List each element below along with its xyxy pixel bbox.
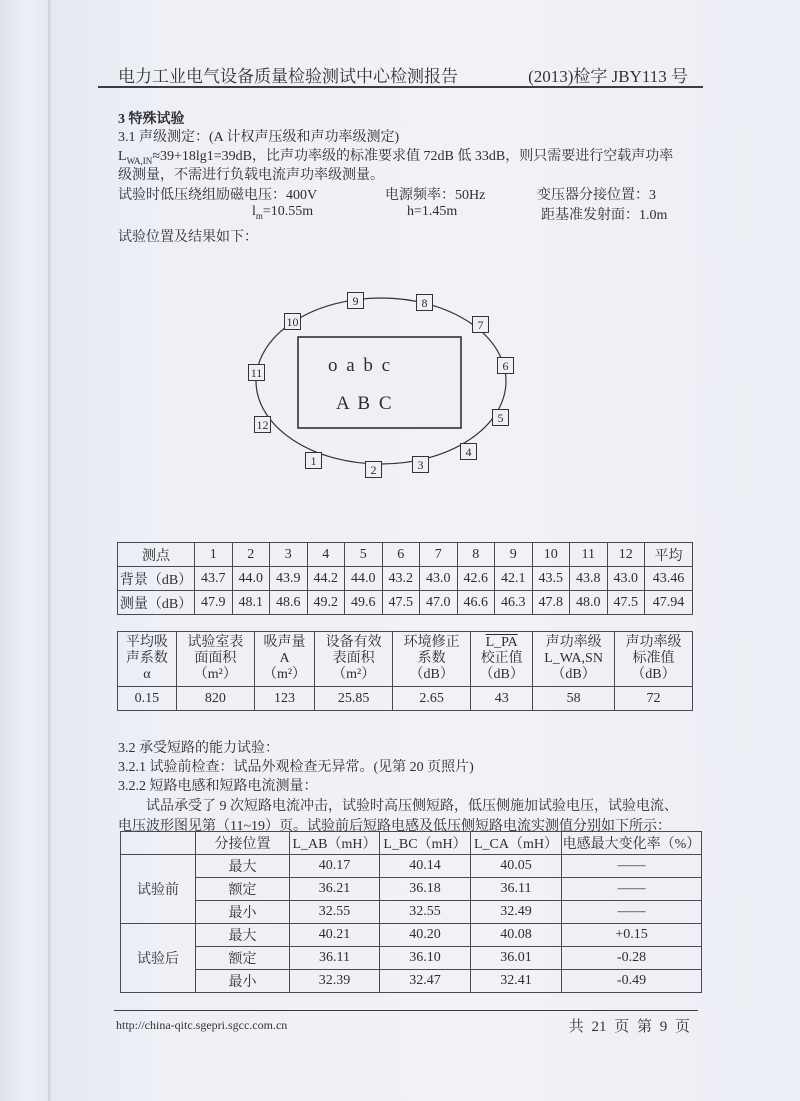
cell: 48.6: [270, 591, 308, 615]
cell: 47.0: [420, 591, 458, 615]
cell: 32.49: [471, 901, 562, 924]
cell: 42.1: [495, 567, 533, 591]
lm-number: =10.55m: [262, 204, 314, 219]
tap-position: 变压器分接位置：3: [537, 188, 656, 203]
cell: 最小: [196, 970, 290, 993]
page-number: 共 21 页 第 9 页: [568, 1019, 690, 1035]
lm-value: [252, 204, 313, 221]
section-3-2-2: 3.2.2 短路电感和短路电流测量：: [118, 779, 318, 794]
measurement-point-8: 8: [416, 294, 433, 311]
table-row: [121, 970, 702, 993]
lm-subscript: m: [255, 210, 263, 221]
table-header-row: [118, 543, 693, 567]
table-row: [118, 687, 693, 711]
cell: 43.8: [570, 567, 608, 591]
measurement-point-3: 3: [412, 456, 429, 473]
section-3-1-title: 3.1 声级测定：(A 计权声压级和声功率级测定): [118, 130, 400, 145]
column-header: 4: [307, 543, 345, 567]
row-label: 背景（dB）: [118, 567, 195, 591]
lm-symbol: l: [252, 204, 256, 219]
group-label: 试验前: [121, 855, 196, 924]
lv-terminals: o a b c: [328, 355, 391, 376]
table-row: [121, 855, 702, 878]
formula-line: [118, 145, 673, 166]
measurement-point-1: 1: [305, 452, 322, 469]
cell: 44.0: [345, 567, 383, 591]
section-3-2-title: 3.2 承受短路的能力试验：: [118, 741, 279, 756]
measurement-point-5: 5: [492, 409, 509, 426]
table-row: [121, 878, 702, 901]
column-header: 环境修正 系数 （dB）: [393, 632, 471, 687]
column-header: L_AB（mH）: [290, 832, 380, 855]
cell: 最大: [196, 855, 290, 878]
section-3-2-1: 3.2.1 试验前检查：试品外观检查无异常。(见第 20 页照片): [118, 760, 474, 775]
cell: 43.2: [382, 567, 420, 591]
cell: 47.8: [532, 591, 570, 615]
column-header: 5: [345, 543, 383, 567]
cell: ——: [562, 901, 702, 924]
cell: ——: [562, 855, 702, 878]
table-row: [121, 947, 702, 970]
cell: 43.7: [195, 567, 233, 591]
cell: 36.01: [471, 947, 562, 970]
cell: 40.20: [380, 924, 471, 947]
cell: 36.10: [380, 947, 471, 970]
column-header: 11: [570, 543, 608, 567]
report-number: (2013)检字 JBY113 号: [528, 67, 688, 86]
column-header: 试验室表 面面积 （m²）: [176, 632, 254, 687]
cell: 额定: [196, 878, 290, 901]
cell: 47.9: [195, 591, 233, 615]
measurement-point-9: 9: [347, 292, 364, 309]
lv-excitation-voltage: 试验时低压绕组励磁电压：400V: [118, 188, 318, 203]
formula-line-2: 级测量，不需进行负载电流声功率级测量。: [118, 168, 384, 183]
cell: 58: [533, 687, 615, 711]
measurement-point-2: 2: [365, 461, 382, 478]
cell: 36.11: [290, 947, 380, 970]
formula-text: ≈39+18lg1=39dB，比声功率级的标准要求值 72dB 低 33dB，则只需要进行空载声功率: [152, 149, 674, 164]
cell: 49.2: [307, 591, 345, 615]
cell: 47.94: [645, 591, 693, 615]
cell: 47.5: [607, 591, 645, 615]
table-header-row: [118, 632, 693, 687]
cell: 47.5: [382, 591, 420, 615]
cell: ——: [562, 878, 702, 901]
table-header-row: [121, 832, 702, 855]
column-header: 电感最大变化率（%）: [562, 832, 702, 855]
cell: 额定: [196, 947, 290, 970]
column-header: 设备有效 表面积 （m²）: [315, 632, 393, 687]
column-header: 声功率级 L_WA,SN （dB）: [533, 632, 615, 687]
cell: 40.08: [471, 924, 562, 947]
column-header: 测点: [118, 543, 195, 567]
paragraph-line-1: 试品承受了 9 次短路电流冲击，试验时高压侧短路，低压侧施加试验电压，试验电流、: [146, 799, 678, 814]
column-header: 2: [232, 543, 270, 567]
column-header: 6: [382, 543, 420, 567]
cell: 2.65: [393, 687, 471, 711]
measurement-point-7: 7: [472, 316, 489, 333]
table-row: [118, 591, 693, 615]
measurement-position-diagram: [240, 285, 530, 485]
column-header: L_CA（mH）: [471, 832, 562, 855]
cell: 46.6: [457, 591, 495, 615]
cell: 43.5: [532, 567, 570, 591]
cell: 0.15: [118, 687, 177, 711]
cell: 43.9: [270, 567, 308, 591]
cell: 36.21: [290, 878, 380, 901]
column-header: L_BC（mH）: [380, 832, 471, 855]
h-value: h=1.45m: [407, 204, 458, 219]
inductance-table: [120, 831, 702, 993]
footer-url: http://china-qitc.sgepri.sgcc.com.cn: [116, 1018, 288, 1032]
hv-terminals: A B C: [336, 393, 392, 414]
cell: 123: [254, 687, 314, 711]
cell: 44.2: [307, 567, 345, 591]
group-label: 试验后: [121, 924, 196, 993]
measurement-point-11: 11: [248, 364, 265, 381]
cell: 36.11: [471, 878, 562, 901]
column-header: 8: [457, 543, 495, 567]
footer-rule: [114, 1010, 698, 1011]
column-header: 3: [270, 543, 308, 567]
measurement-point-12: 12: [254, 416, 271, 433]
cell: 36.18: [380, 878, 471, 901]
cell: +0.15: [562, 924, 702, 947]
cell: 820: [176, 687, 254, 711]
cell: -0.49: [562, 970, 702, 993]
cell: 42.6: [457, 567, 495, 591]
cell: 43: [471, 687, 533, 711]
measurement-point-10: 10: [284, 313, 301, 330]
measurement-point-6: 6: [497, 357, 514, 374]
cell: 40.14: [380, 855, 471, 878]
section-heading: 3 特殊试验: [118, 112, 185, 127]
cell: -0.28: [562, 947, 702, 970]
results-intro: 试验位置及结果如下：: [118, 230, 258, 245]
column-header: 7: [420, 543, 458, 567]
column-header: 1: [195, 543, 233, 567]
column-header: 声功率级 标准值 （dB）: [614, 632, 692, 687]
sound-power-table: [117, 631, 693, 711]
column-header: [121, 832, 196, 855]
table-row: [118, 567, 693, 591]
cell: 46.3: [495, 591, 533, 615]
cell: 40.05: [471, 855, 562, 878]
cell: 最小: [196, 901, 290, 924]
column-header: 10: [532, 543, 570, 567]
column-header: 9: [495, 543, 533, 567]
reference-distance: 距基准发射面：1.0m: [541, 208, 668, 223]
cell: 43.0: [607, 567, 645, 591]
sound-level-table: [117, 542, 693, 615]
binding-gutter: [0, 0, 48, 1101]
header-rule: [98, 86, 703, 88]
cell: 40.21: [290, 924, 380, 947]
cell: 44.0: [232, 567, 270, 591]
column-header: 平均吸 声系数 α: [118, 632, 177, 687]
column-header: 吸声量 A （m²）: [254, 632, 314, 687]
row-label: 测量（dB）: [118, 591, 195, 615]
column-header: 12: [607, 543, 645, 567]
cell: 48.0: [570, 591, 608, 615]
power-frequency: 电源频率：50Hz: [385, 188, 486, 203]
cell: 43.46: [645, 567, 693, 591]
column-header: 平均: [645, 543, 693, 567]
cell: 32.39: [290, 970, 380, 993]
cell: 32.55: [290, 901, 380, 924]
table-row: [121, 901, 702, 924]
paragraph-line-2: 电压波形图见第（11~19）页。试验前后短路电感及低压侧短路电流实测值分别如下所示：: [118, 819, 672, 834]
cell: 25.85: [315, 687, 393, 711]
table-row: [121, 924, 702, 947]
cell: 43.0: [420, 567, 458, 591]
cell: 40.17: [290, 855, 380, 878]
cell: 最大: [196, 924, 290, 947]
report-title: 电力工业电气设备质量检验测试中心检测报告: [118, 67, 458, 86]
formula-symbol: L: [118, 149, 127, 164]
page-header: [118, 62, 692, 88]
cell: 48.1: [232, 591, 270, 615]
formula-subscript: WA,IN: [126, 155, 153, 166]
cell: 32.47: [380, 970, 471, 993]
column-header: 分接位置: [196, 832, 290, 855]
measurement-point-4: 4: [460, 443, 477, 460]
cell: 49.6: [345, 591, 383, 615]
cell: 72: [614, 687, 692, 711]
column-header: L_PA 校正值 （dB）: [471, 632, 533, 687]
cell: 32.55: [380, 901, 471, 924]
cell: 32.41: [471, 970, 562, 993]
